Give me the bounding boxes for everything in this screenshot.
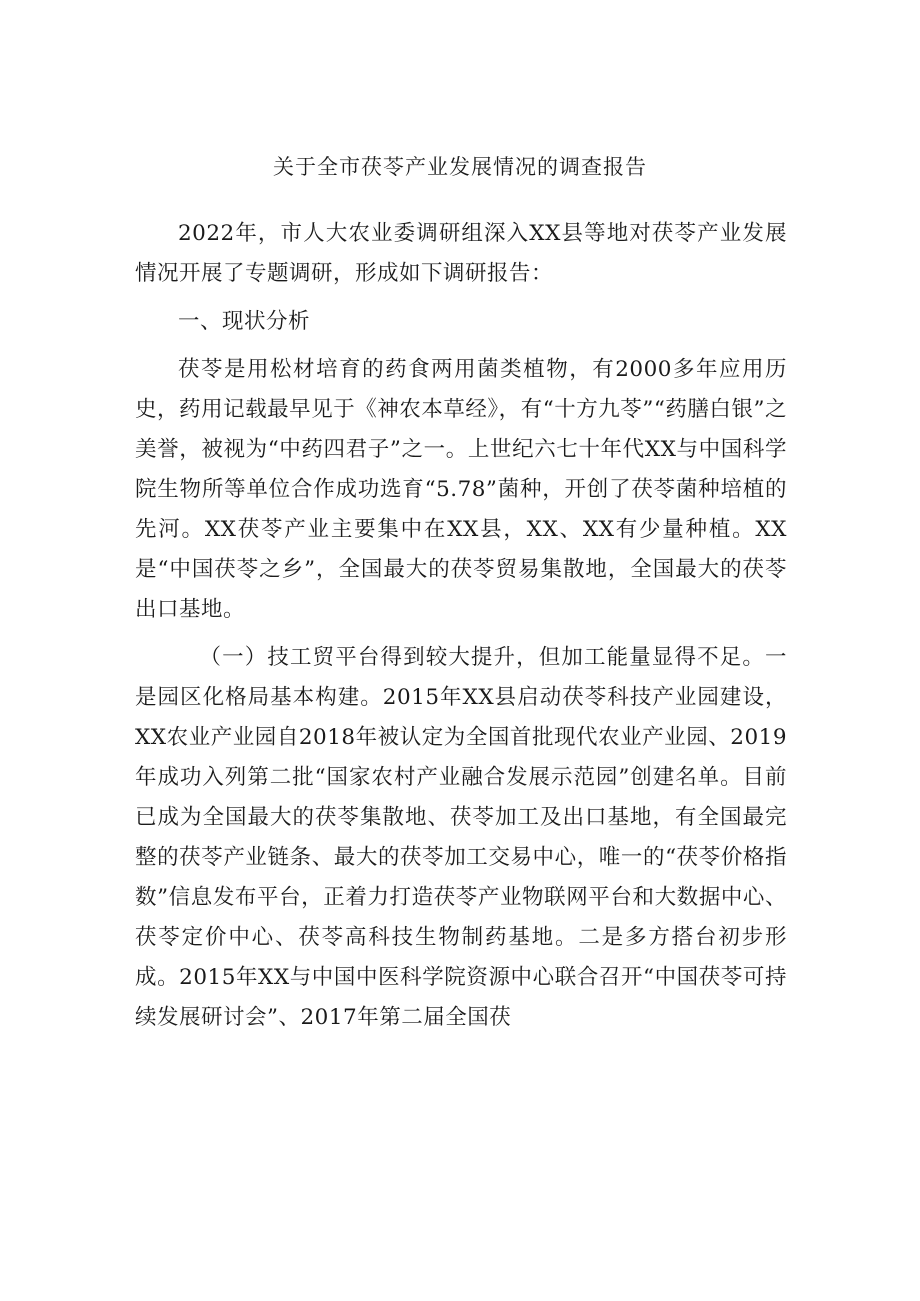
document-title: 关于全市茯苓产业发展情况的调查报告 xyxy=(273,155,647,179)
intro-paragraph: 2022年，市人大农业委调研组深入XX县等地对茯苓产业发展情况开展了专题调研，形成如下调研报告： xyxy=(135,221,787,286)
document-body xyxy=(135,214,787,1046)
section-heading: 一、现状分析 xyxy=(178,309,311,334)
subsection-paragraph: （一）技工贸平台得到较大提升，但加工能量显得不足。一是园区化格局基本构建。2015年XX县启动茯苓科技产业园建设，XX农业产业园自2018年被认定为全国首批现代农业产业园、2019年成功入列第二批“国家农村产业融合发展示范园”创建名单。目前已成为全国最大的茯苓集散地、茯苓加工及出口基地，有全国最完整的茯苓产业链条、最大的茯苓加工交易中心，唯一的“茯苓价格指数”信息发布平台，正着力打造茯苓产业物联网平台和大数据中心、茯苓定价中心、茯苓高科技生物制药基地。二是多方搭台初步形成。2015年XX与中国中医科学院资源中心联合召开“中国茯苓可持续发展研讨会”、2017年第二届全国茯 xyxy=(135,645,787,1030)
body-paragraph: 茯苓是用松材培育的药食两用菌类植物，有2000多年应用历史，药用记载最早见于《神农本草经》，有“十方九苓”“药膳白银”之美誉，被视为“中药四君子”之一。上世纪六七十年代XX与中国科学院生物所等单位合作成功选育“5.78”菌种，开创了茯苓菌种培植的先河。XX茯苓产业主要集中在XX县，XX、XX有少量种植。XX是“中国茯苓之乡”，全国最大的茯苓贸易集散地，全国最大的茯苓出口基地。 xyxy=(135,357,787,622)
